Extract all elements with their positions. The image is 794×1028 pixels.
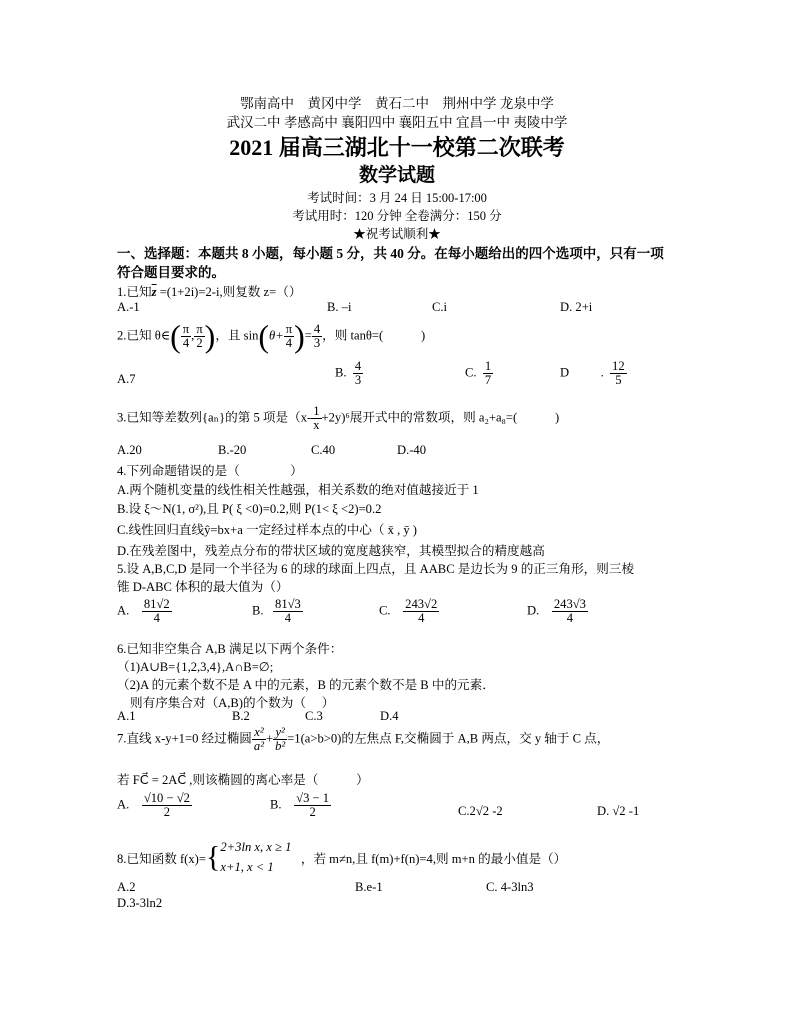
q1-option-c: C.i (432, 300, 448, 314)
question-1-stem (117, 281, 301, 300)
q5-option-c: C. $\frac{243√2}{4}$ (379, 597, 438, 626)
q7-option-c: C.2√2 -2 (458, 804, 503, 818)
q8-suffix: ，若 m≠n,且 f(m)+f(n)=4,则 m+n 的最小值是（） (300, 852, 567, 867)
q2-frac-1: $\frac{\pi}{4}$ (182, 321, 190, 350)
question-3-stem (117, 405, 559, 432)
q8-option-c: C. 4-3ln3 (486, 880, 534, 894)
q8-option-a: A.2 (117, 880, 136, 894)
schools-line-2: 武汉二中 孝感高中 襄阳四中 襄阳五中 宜昌一中 夷陵中学 (226, 115, 568, 130)
q3-option-a: A.20 (117, 443, 142, 457)
q2-frac-4: $\frac{4}{3}$ (313, 321, 321, 350)
q2-prefix: 2.已知 θ∈ (117, 328, 171, 343)
q3-option-d: D.-40 (397, 443, 427, 457)
q4-option-b: B.设 ξ～N(1, σ²),且 P( ξ <0)=0.2,则 P(1< ξ <2)=0.2 (117, 502, 382, 516)
q1-option-b: B. –i (327, 300, 352, 314)
q6-option-d: D.4 (380, 709, 399, 723)
exam-time: 考试时间：3 月 24 日 15:00-17:00 (307, 191, 487, 205)
exam-subtitle: 数学试题 (358, 165, 435, 186)
exam-duration: 考试用时：120 分钟 全卷满分：150 分 (292, 209, 502, 223)
q4-option-d: D.在残差图中，残差点分布的带状区域的宽度越狭窄，其模型拟合的精度越高 (117, 544, 545, 558)
q5-option-a: A. $\frac{81√2}{4}$ (117, 597, 170, 626)
q6-option-b: B.2 (232, 709, 250, 723)
q8-option-b: B.e-1 (355, 880, 383, 894)
question-8-stem (117, 838, 566, 877)
q4-option-a: A.两个随机变量的线性相关性越强，相关系数的绝对值越接近于 1 (117, 483, 479, 497)
q7-option-b: B. $\frac{√3 - 1}{2}$ (270, 791, 330, 820)
q5-option-d: D. $\frac{243√3}{4}$ (527, 597, 586, 626)
q1-option-d: D. 2+i (560, 300, 593, 314)
q7-option-a: A. $\frac{√10 - √2}{2}$ (117, 791, 190, 820)
q2-option-d: D . $\frac{12}{5}$ (560, 359, 625, 388)
q8-cases: 2+3ln x, x ≥ 1 x+1, x < 1 (220, 840, 292, 874)
question-5-line-2: 锥 D-ABC 体积的最大值为（） (117, 580, 289, 594)
q8-option-d: D.3-3ln2 (117, 896, 163, 910)
q7-prefix: 7.直线 x-y+1=0 经过椭圆 (117, 731, 252, 746)
q1-conjugate-z: $\overline{z}$ (151, 285, 157, 299)
q1-suffix: =(1+2i)=2-i,则复数 z=（） (156, 285, 302, 299)
q7-frac-x: $\frac{\text{x²}}{\text{a²}}$ (253, 725, 264, 754)
q6-question: 则有序集合对（A,B)的个数为（ ） (130, 696, 335, 710)
q6-option-c: C.3 (305, 709, 323, 723)
q2-frac-3: $\frac{\pi}{4}$ (285, 321, 293, 350)
q3-frac: $\frac{1}{x}$ (313, 404, 320, 433)
q3-option-c: C.40 (311, 443, 336, 457)
q6-condition-2: （2)A 的元素个数不是 A 中的元素，B 的元素个数不是 B 中的元素． (117, 678, 495, 692)
q3-suffix: +2y)⁶展开式中的常数项，则 a₂+a₈=( ) (321, 410, 560, 425)
question-2-stem: 2.已知 θ∈( $\frac{\pi}{4}$ , $\frac{\pi}{2}$ )，且 sin(θ+ $\frac{\pi}{4}$ )= $\frac{4}{3}$ ，则 tanθ=( ) (117, 318, 426, 354)
section-heading-line-2: 符合题目要求的。 (117, 265, 225, 280)
q8-prefix: 8.已知函数 f(x)= (117, 852, 206, 867)
section-heading-line-1: 一、选择题：本题共 8 小题，每小题 5 分，共 40 分。在每小题给出的四个选项中，只有一项 (117, 246, 664, 261)
question-6-stem: 6.已知非空集合 A,B 满足以下两个条件： (117, 642, 343, 656)
schools-line-1: 鄂南高中 黄冈中学 黄石二中 荆州中学 龙泉中学 (240, 96, 554, 111)
q1-prefix: 1.已知 (117, 285, 152, 299)
question-5-line-1: 5.设 A,B,C,D 是同一个半径为 6 的球的球面上四点，且 AABC 是边长为 9 的正三角形，则三棱 (117, 562, 635, 576)
q2-frac-2: $\frac{\pi}{2}$ (196, 321, 203, 350)
exam-title: 2021 届高三湖北十一校第二次联考 (229, 135, 565, 160)
q3-prefix: 3.已知等差数列{aₙ}的第 5 项是（x- (117, 410, 312, 425)
q2-option-a: A.7 (117, 372, 136, 386)
q2-option-b: B. $\frac{4}{3}$ (335, 359, 362, 388)
q2-option-c: C. $\frac{1}{7}$ (465, 359, 492, 388)
q6-condition-1: （1)A∪B={1,2,3,4},A∩B=∅; (117, 660, 274, 674)
q4-option-c: C.线性回归直线ŷ=bx+a 一定经过样本点的中心（ x̄ , ȳ ) (117, 523, 418, 537)
q5-option-b: B. $\frac{81√3}{4}$ (252, 597, 301, 626)
q2-mid: ，且 sin (215, 328, 259, 343)
q2-suffix: ，则 tanθ=( ) (322, 328, 426, 343)
good-luck-wish: ★祝考试顺利★ (353, 227, 441, 241)
q8-brace: { (205, 840, 221, 874)
q6-option-a: A.1 (117, 709, 136, 723)
question-7-line-2: 若 FC⃗ = 2AC⃗ ,则该椭圆的离心率是（ ） (117, 773, 369, 787)
q3-option-b: B.-20 (218, 443, 247, 457)
q1-option-a: A.-1 (117, 300, 140, 314)
q7-option-d: D. √2 -1 (597, 804, 640, 818)
question-4-stem: 4.下列命题错误的是（ ） (117, 464, 303, 478)
q7-suffix: =1(a>b>0)的左焦点 F,交椭圆于 A,B 两点，交 y 轴于 C 点， (287, 731, 610, 746)
q7-frac-y: $\frac{\text{y²}}{\text{b²}}$ (275, 725, 286, 754)
question-7-stem: 7.直线 x-y+1=0 经过椭圆 $\frac{\text{x²}}{\text{a²}}$ + $\frac{\text{y²}}{\text{b²}}$ =1(a>b>0)的左焦点 F,交椭圆于 A,B 两点，交 y 轴于 C 点， (117, 725, 610, 754)
